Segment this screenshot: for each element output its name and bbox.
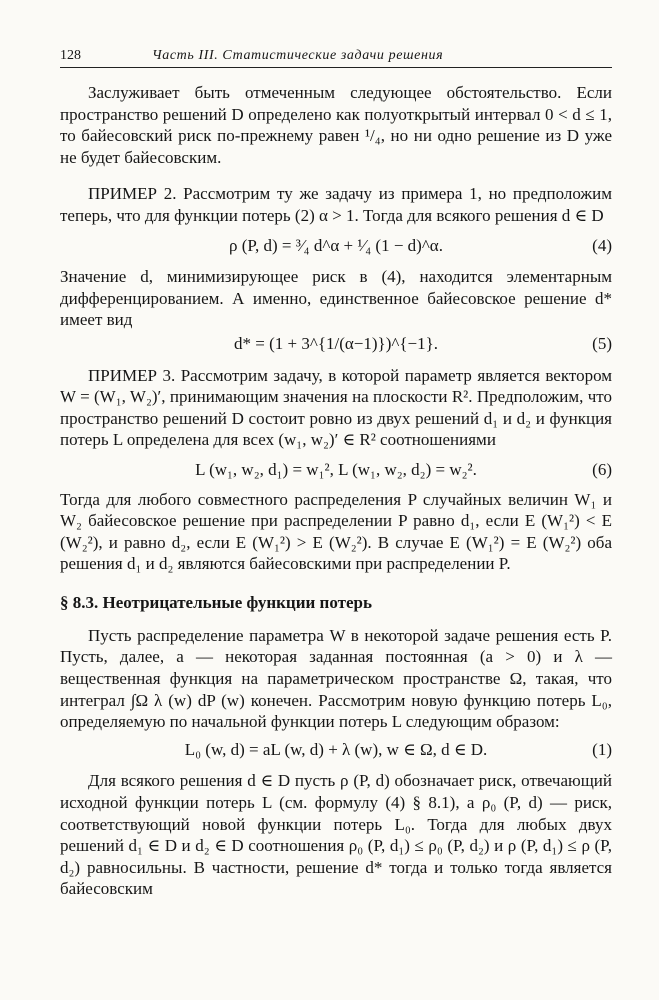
paragraph-halfopen-interval: Заслуживает быть отмеченным следующее обстоятельство. Если пространство решений D определено как полуоткрытый интервал 0 < d ≤ 1, то байесовский риск по-прежнему равен ¹/₄, но ни одно решение из D уже не будет байесовским. (60, 83, 612, 167)
formula-4-number: (4) (592, 235, 612, 255)
formula-6 (60, 459, 612, 481)
running-title: Часть III. Статистические задачи решения (152, 48, 444, 63)
section-heading: § 8.3. Неотрицательные функции потерь (60, 592, 372, 612)
formula-5-number: (5) (592, 333, 612, 353)
formula-1-body: L₀ (w, d) = aL (w, d) + λ (w), w ∈ Ω, d ∈ D. (184, 739, 488, 759)
formula-4 (60, 235, 612, 257)
paragraph-minimizing: Значение d, минимизирующее риск в (4), находится элементарным дифференцированием. А именно, единственное байесовское решение d* имеет вид (60, 267, 612, 330)
paragraph-joint-distribution: Тогда для любого совместного распределения P случайных величин W₁ и W₂ байесовское решение при распределении P равно d₁, если E (W₁²) < E (W₂²), и равно d₂, если E (W₁²) > E (W₂²). В случае E (W₁²) = E (W₂²) оба решения d₁ и d₂ являются байесовскими при распределении P. (60, 489, 612, 574)
book-page (60, 48, 612, 900)
formula-5-body: d* = (1 + 3^{1/(α−1)})^{−1}. (234, 333, 438, 353)
paragraph-new-loss: Пусть распределение параметра W в некоторой задаче решения есть P. Пусть, далее, a — некоторая заданная постоянная (a > 0) и λ — вещественная функция на параметрическом пространстве Ω, такая, что интеграл ∫Ω λ (w) dP (w) конечен. Рассмотрим новую функцию потерь L₀, определяемую по начальной функции потерь L следующим образом: (60, 625, 612, 732)
paragraph-example-2: ПРИМЕР 2. Рассмотрим ту же задачу из примера 1, но предположим теперь, что для функции потерь (2) α > 1. Тогда для всякого решения d ∈ D (60, 184, 612, 225)
page-number: 128 (60, 48, 81, 63)
formula-5 (60, 333, 612, 355)
formula-6-number: (6) (592, 459, 612, 479)
formula-4-body: ρ (P, d) = ³⁄₄ d^α + ¹⁄₄ (1 − d)^α. (229, 235, 443, 255)
paragraph-example-3: ПРИМЕР 3. Рассмотрим задачу, в которой параметр является вектором W = (W₁, W₂)′, принимающим значения на плоскости R². Предположим, что пространство решений D состоит ровно из двух решений d₁ и d₂ и функция потерь L определена для всех (w₁, w₂)′ ∈ R² соотношениями (60, 365, 612, 450)
formula-1-number: (1) (592, 739, 612, 759)
running-header (60, 48, 612, 68)
paragraph-risk-equivalence: Для всякого решения d ∈ D пусть ρ (P, d) обозначает риск, отвечающий исходной функции потерь L (см. формулу (4) § 8.1), а ρ₀ (P, d) — риск, соответствующий новой функции потерь L₀. Тогда для любых двух решений d₁ ∈ D и d₂ ∈ D соотношения ρ₀ (P, d₁) ≤ ρ₀ (P, d₂) и ρ (P, d₁) ≤ ρ (P, d₂) равносильны. В частности, решение d* тогда и только тогда является байесовским (60, 771, 612, 899)
formula-6-body: L (w₁, w₂, d₁) = w₁², L (w₁, w₂, d₂) = w₂². (195, 459, 477, 479)
formula-1 (60, 739, 612, 761)
